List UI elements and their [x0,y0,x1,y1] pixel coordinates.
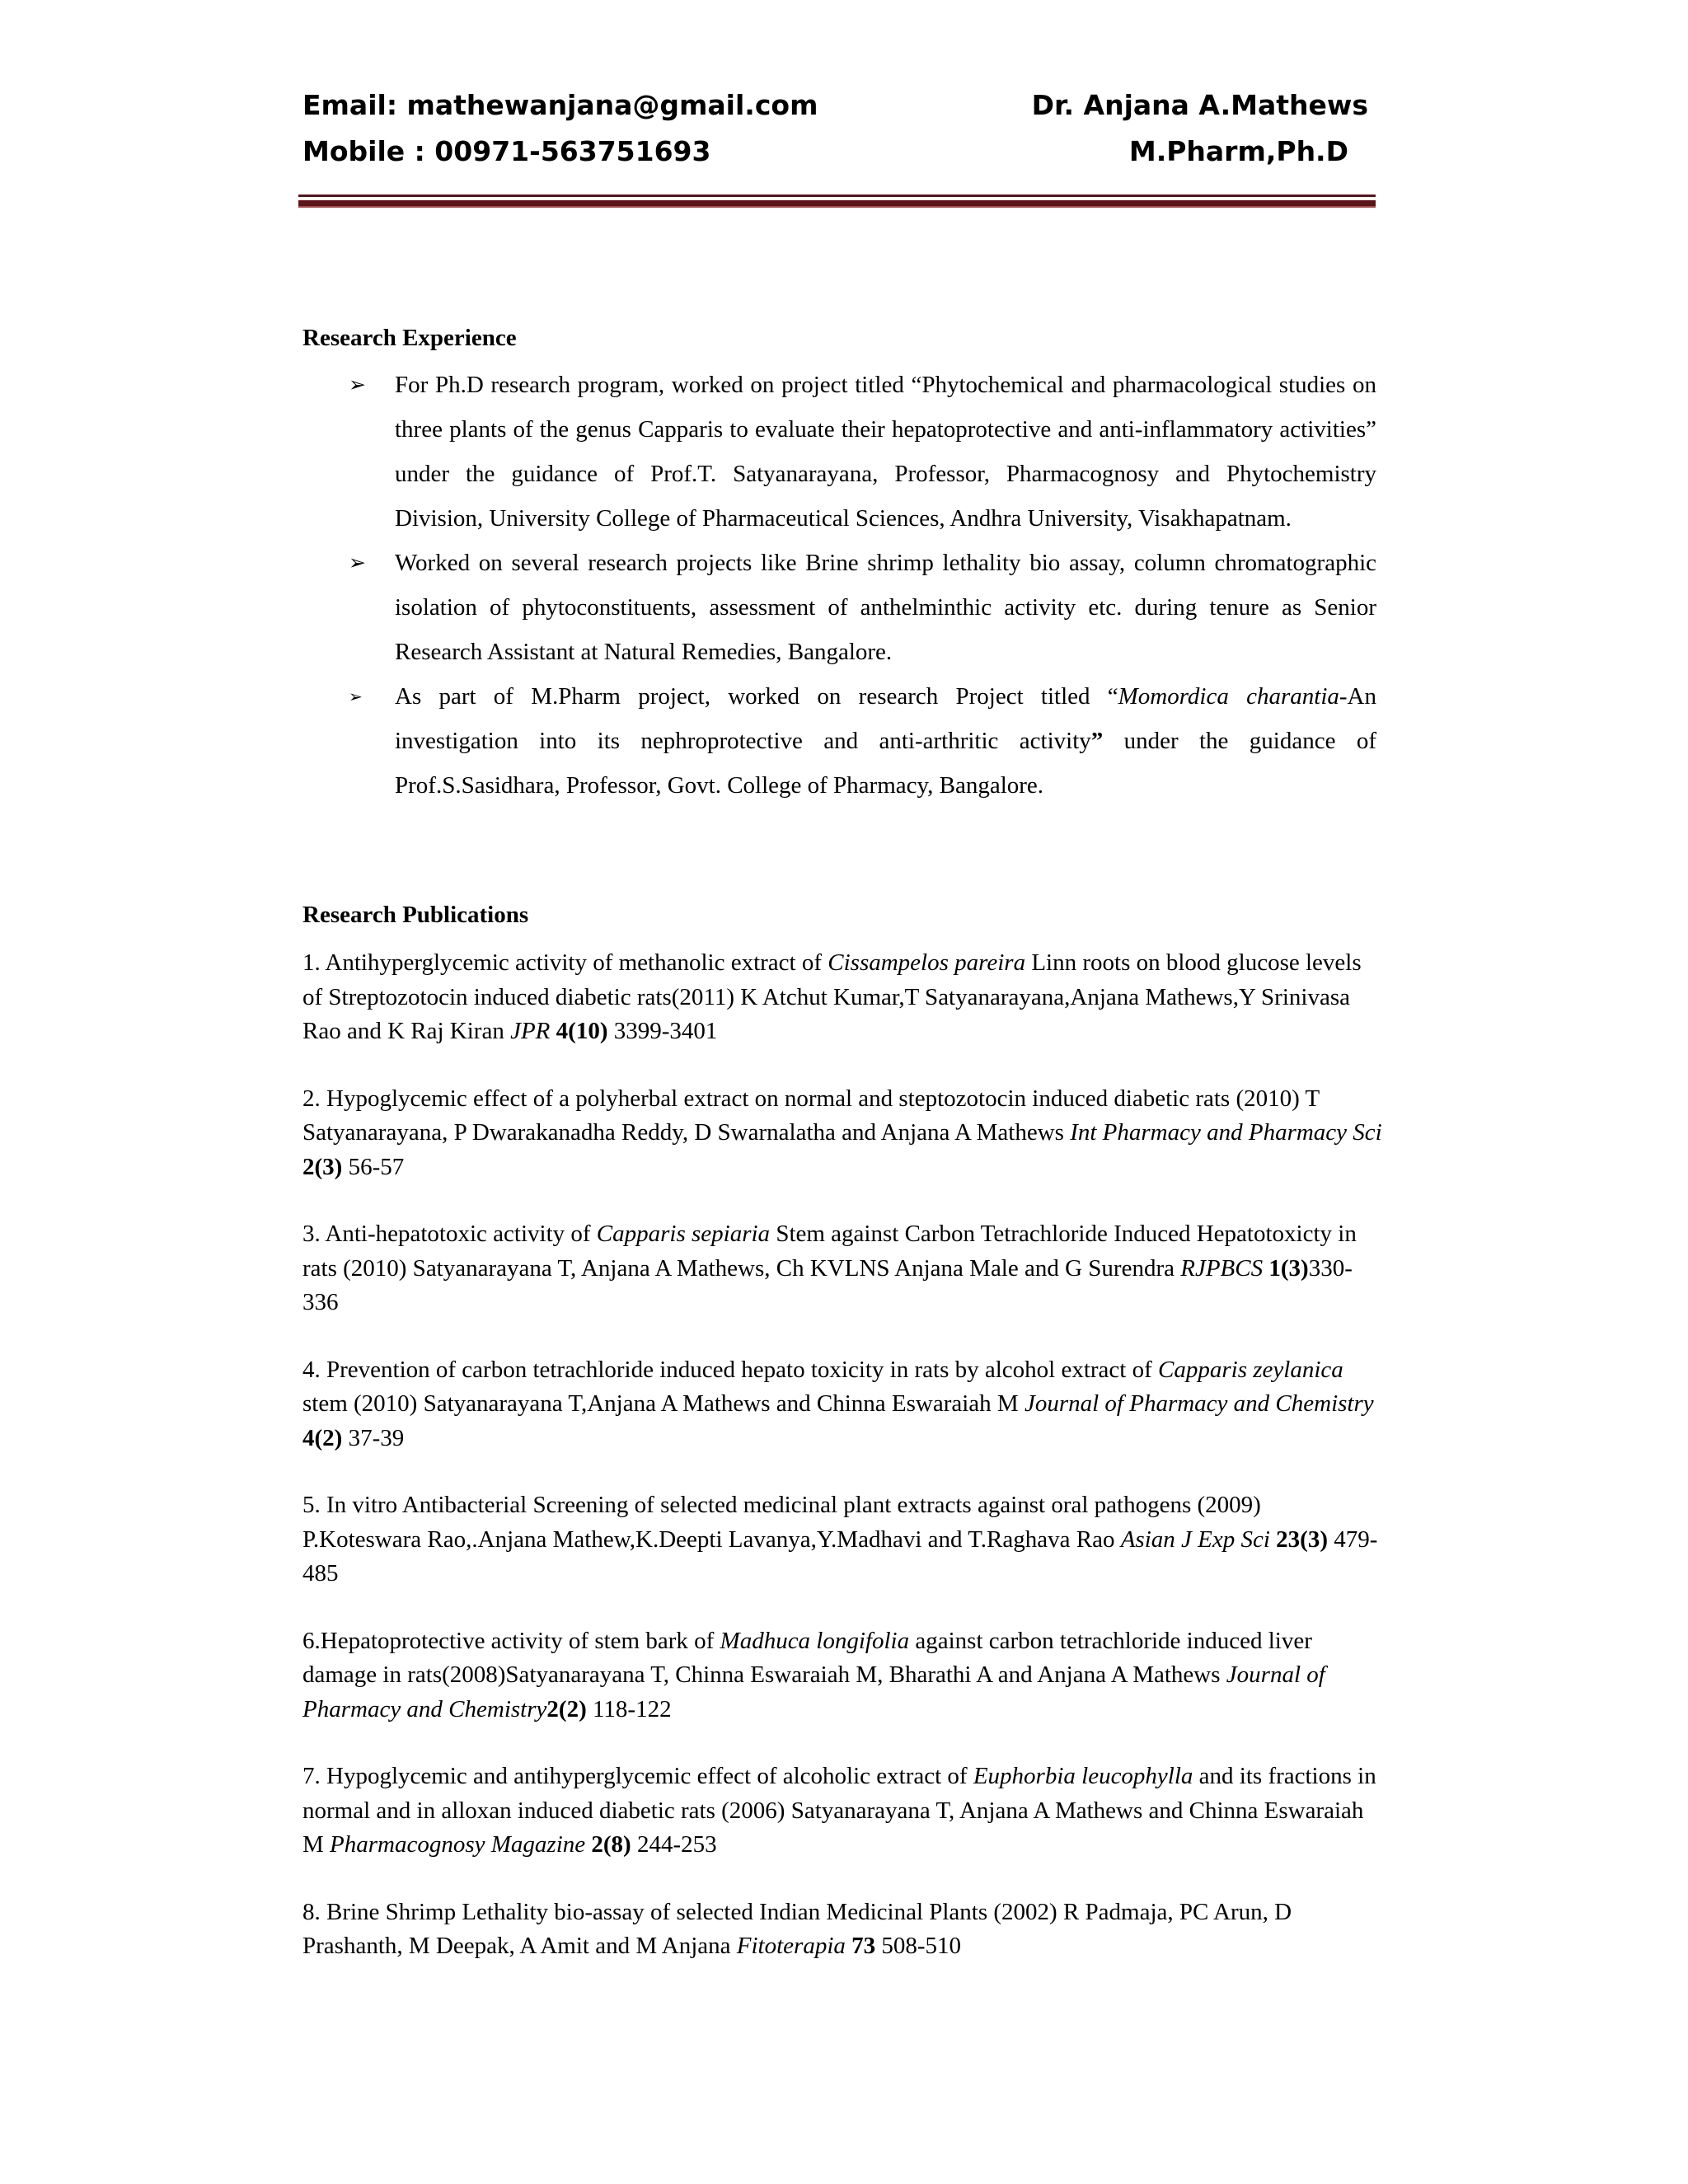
publication-item: 8. Brine Shrimp Lethality bio-assay of selected Indian Medicinal Plants (2002) R Padmaja, PC Arun, D Prashanth, M Deepak, A Amit and M Anjana Fitoterapia 73 508-510 [302,1898,1292,1959]
degrees: M.Pharm,Ph.D [1128,135,1348,167]
doctor-name: Dr. Anjana A.Mathews [1031,89,1368,121]
research-publications-heading: Research Publications [302,902,529,928]
mobile-line: Mobile : 00971-563751693 [302,135,711,167]
publication-item: 7. Hypoglycemic and antihyperglycemic effect of alcoholic extract of Euphorbia leucophylla and its fractions in normal and in alloxan induced diabetic rats (2006) Satyanarayana T, Anjana A Mathews and Chinna Eswaraiah M Pharmacognosy Magazine 2(8) 244-253 [302,1763,1376,1858]
research-experience-list [302,363,1376,808]
experience-text: As part of M.Pharm project, worked on research Project titled “Momordica charantia-An investigation into its nephroprotective and anti-arthritic activity” under the guidance of Prof.S.Sasidhara, Professor, Govt. College of Pharmacy, Bangalore. [395,683,1376,799]
header [302,82,1368,175]
header-divider [298,194,1376,208]
arrow-bullet-icon: ➢ [349,551,366,574]
publication-item: 4. Prevention of carbon tetrachloride induced hepato toxicity in rats by alcohol extract of Capparis zeylanica stem (2010) Satyanarayana T,Anjana A Mathews and Chinna Eswaraiah M Journal of Pharmacy and Chemistry 4(2) 37-39 [302,1356,1374,1451]
publication-item: 1. Antihyperglycemic activity of methanolic extract of Cissampelos pareira Linn roots on blood glucose levels of Streptozotocin induced diabetic rats(2011) K Atchut Kumar,T Satyanarayana,Anjana Mathews,Y Srinivasa Rao and K Raj Kiran JPR 4(10) 3399-3401 [302,949,1362,1044]
publication-item: 2. Hypoglycemic effect of a polyherbal extract on normal and steptozotocin induced diabetic rats (2010) T Satyanarayana, P Dwarakanadha Reddy, D Swarnalatha and Anjana A Mathews Int Pharmacy and Pharmacy Sci 2(3) 56-57 [302,1085,1382,1180]
email-line: Email: mathewanjana@gmail.com [302,89,818,121]
arrow-bullet-icon: ➢ [349,687,363,706]
header-row-1 [302,82,1368,129]
publication-item: 5. In vitro Antibacterial Screening of selected medicinal plant extracts against oral pathogens (2009) P.Koteswara Rao,.Anjana Mathew,K.Deepti Lavanya,Y.Madhavi and T.Raghava Rao Asian J Exp Sci 23(3) 479-485 [302,1492,1378,1586]
list-item [302,674,1376,808]
publications-list [302,946,1382,1997]
list-item [302,541,1376,674]
arrow-bullet-icon: ➢ [349,373,366,396]
publication-item: 3. Anti-hepatotoxic activity of Capparis sepiaria Stem against Carbon Tetrachloride Induced Hepatotoxicty in rats (2010) Satyanarayana T, Anjana A Mathews, Ch KVLNS Anjana Male and G Surendra RJPBCS 1(3)330-336 [302,1221,1357,1315]
experience-text: For Ph.D research program, worked on project titled “Phytochemical and pharmacological studies on three plants of the genus Capparis to evaluate their hepatoprotective and anti-inflammatory activities” under the guidance of Prof.T. Satyanarayana, Professor, Pharmacognosy and Phytochemistry Division, University College of Pharmaceutical Sciences, Andhra University, Visakhapatnam. [395,372,1376,532]
header-row-2 [302,129,1368,175]
experience-text: Worked on several research projects like Brine shrimp lethality bio assay, column chromatographic isolation of phytoconstituents, assessment of anthelminthic activity etc. during tenure as Senior Research Assistant at Natural Remedies, Bangalore. [395,550,1376,665]
list-item [302,363,1376,541]
publication-item: 6.Hepatoprotective activity of stem bark of Madhuca longifolia against carbon tetrachloride induced liver damage in rats(2008)Satyanarayana T, Chinna Eswaraiah M, Bharathi A and Anjana A Mathews Journal of Pharmacy and Chemistry2(2) 118-122 [302,1627,1325,1722]
research-experience-heading: Research Experience [302,325,517,351]
